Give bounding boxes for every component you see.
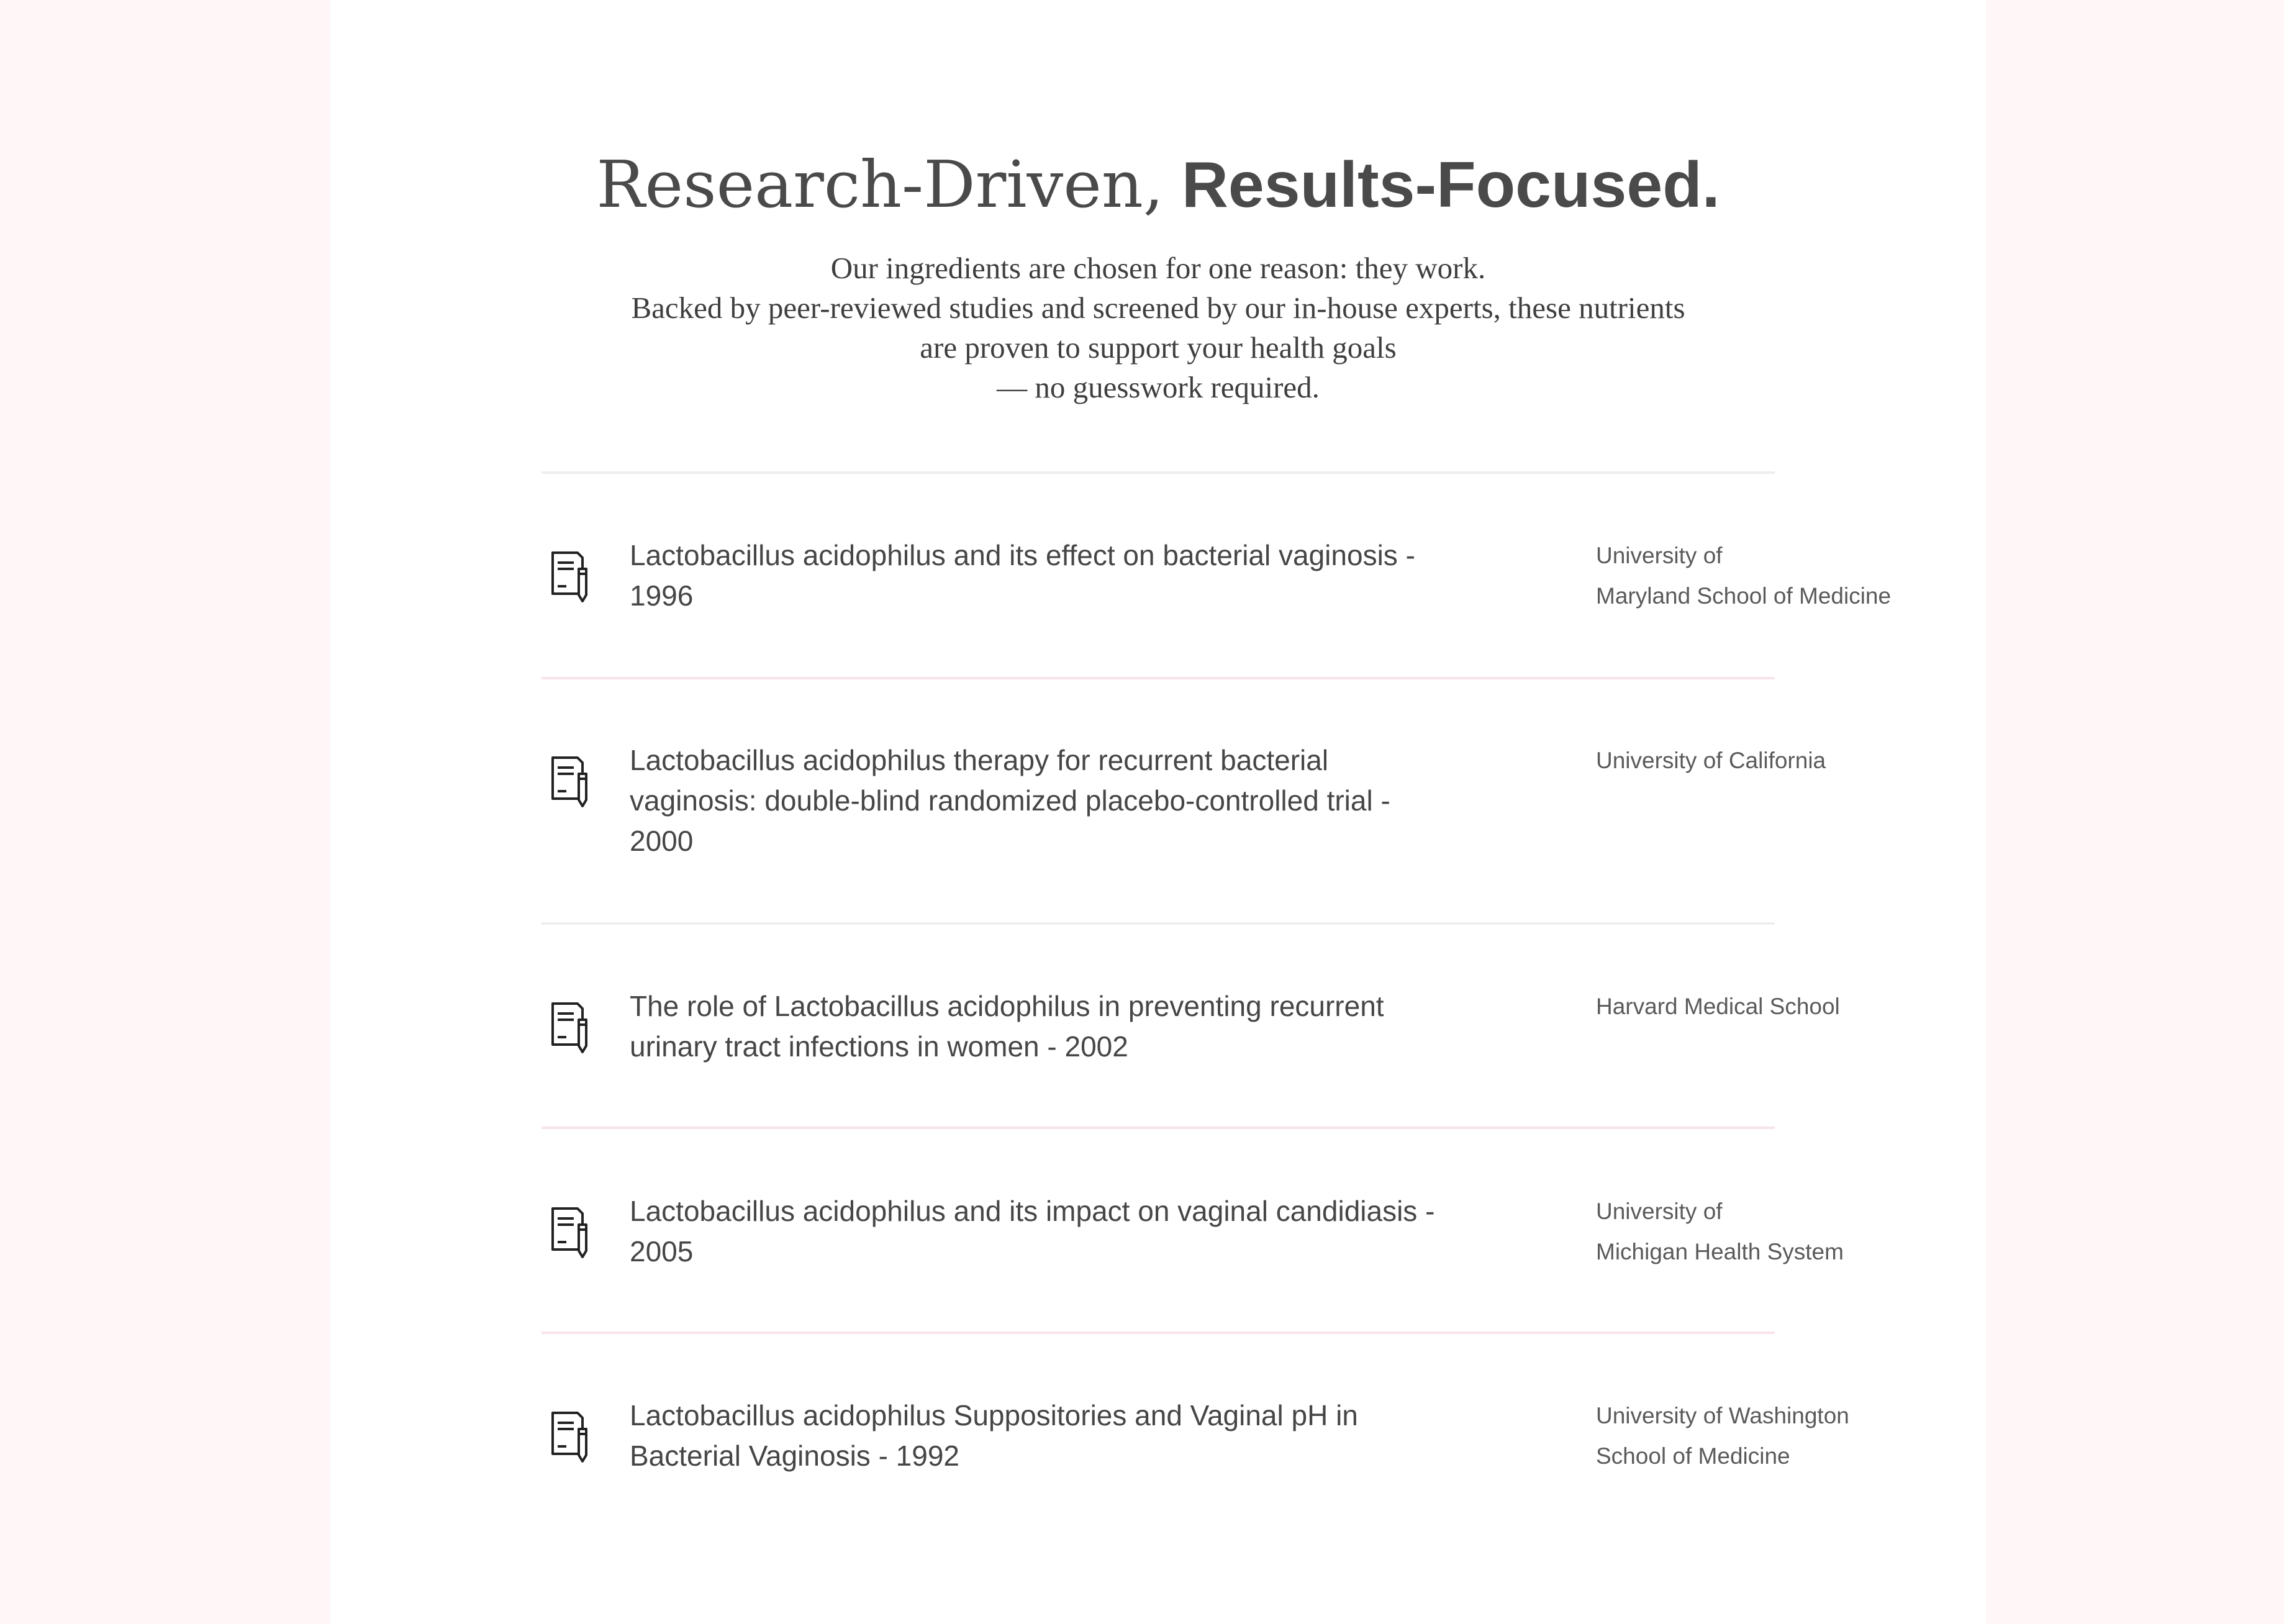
divider bbox=[542, 677, 1775, 679]
study-source bbox=[1596, 535, 1892, 616]
section-heading bbox=[542, 144, 1775, 225]
heading-bold: Results-Focused. bbox=[1181, 149, 1720, 221]
source-line: School of Medicine bbox=[1596, 1443, 1790, 1469]
content-panel bbox=[330, 0, 1986, 1624]
study-title: The role of Lactobacillus acidophilus in preventing recurrent urinary tract infections in women - 2002 bbox=[630, 990, 1384, 1063]
study-title: Lactobacillus acidophilus and its effect on bacterial vaginosis - 1996 bbox=[630, 539, 1415, 612]
divider bbox=[542, 922, 1775, 925]
divider bbox=[542, 1127, 1775, 1129]
divider bbox=[542, 1331, 1775, 1334]
source-line: Harvard Medical School bbox=[1596, 994, 1840, 1019]
study-source bbox=[1596, 986, 1840, 1027]
document-pen-icon bbox=[550, 550, 589, 604]
study-title: Lactobacillus acidophilus therapy for recurrent bacterial vaginosis: double-blind randomized placebo-controlled trial - 2000 bbox=[630, 744, 1390, 857]
study-source bbox=[1596, 740, 1826, 781]
document-pen-icon bbox=[550, 755, 589, 809]
subtitle-line: — no guesswork required. bbox=[997, 370, 1320, 404]
subtitle-line: Backed by peer-reviewed studies and screened by our in-house experts, these nutrients bbox=[631, 291, 1685, 325]
document-pen-icon bbox=[550, 1410, 589, 1464]
study-title: Lactobacillus acidophilus Suppositories and Vaginal pH in Bacterial Vaginosis - 1992 bbox=[630, 1399, 1358, 1472]
study-source bbox=[1596, 1395, 1849, 1476]
study-source bbox=[1596, 1191, 1844, 1272]
source-line: University of Washington bbox=[1596, 1403, 1849, 1428]
document-pen-icon bbox=[550, 1206, 589, 1259]
subtitle-line: are proven to support your health goals bbox=[920, 330, 1397, 365]
subtitle-line: Our ingredients are chosen for one reason: they work. bbox=[830, 251, 1486, 285]
divider bbox=[542, 471, 1775, 474]
source-line: University of bbox=[1596, 543, 1723, 568]
source-line: Maryland School of Medicine bbox=[1596, 583, 1892, 609]
source-line: University of California bbox=[1596, 748, 1826, 773]
document-pen-icon bbox=[550, 1001, 589, 1055]
heading-light: Research-Driven, bbox=[596, 147, 1164, 222]
study-title: Lactobacillus acidophilus and its impact on vaginal candidiasis - 2005 bbox=[630, 1195, 1435, 1268]
source-line: University of bbox=[1596, 1199, 1723, 1224]
section-subtitle bbox=[542, 248, 1775, 407]
source-line: Michigan Health System bbox=[1596, 1239, 1844, 1264]
